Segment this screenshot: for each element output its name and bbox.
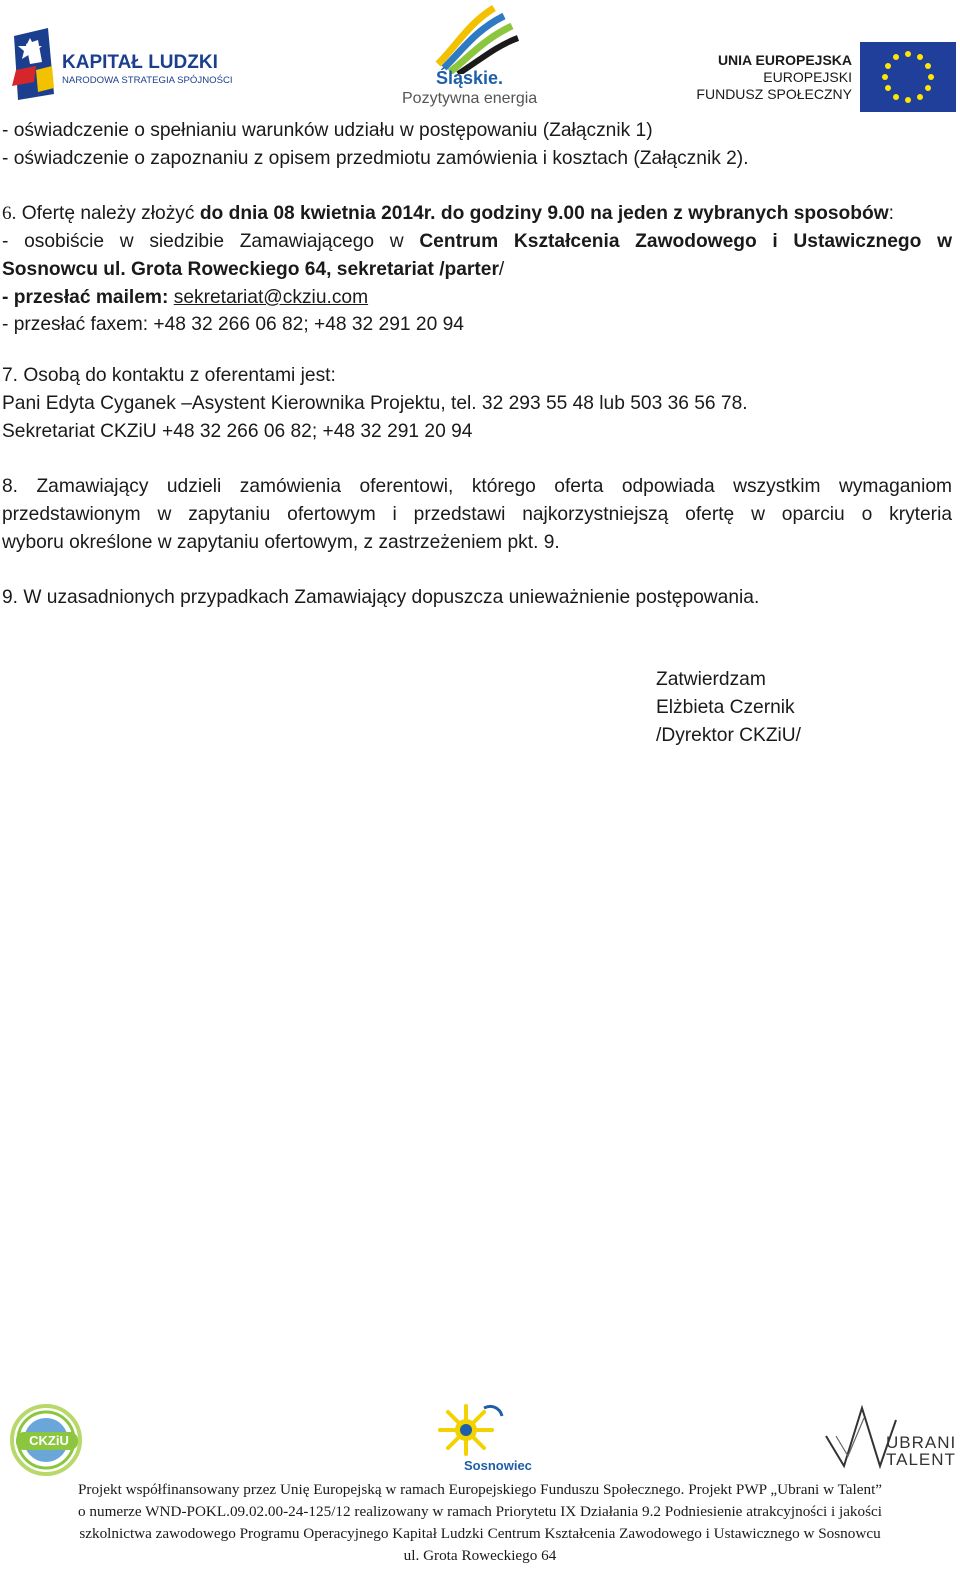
section-7-secretariat-phones: +48 32 266 06 82; +48 32 291 20 94 <box>161 421 473 442</box>
section-8-line-3: wyboru określone w zapytaniu ofertowym, z zastrzeżeniem pkt. 9. <box>2 532 560 553</box>
section-7-secretariat-label: Sekretariat CKZiU <box>2 421 162 442</box>
slaskie-logo <box>398 4 548 110</box>
ckziu-logo <box>2 1404 94 1476</box>
section-6-colon: : <box>888 203 894 224</box>
slaskie-waves-icon <box>398 4 548 74</box>
section-6-personal-lead: - osobiście w siedzibie Zamawiającego w <box>2 231 420 252</box>
ubrani-logo-line1: UBRANI <box>886 1433 957 1452</box>
eu-line2: EUROPEJSKI <box>763 69 852 85</box>
section-7-secretariat <box>2 418 952 446</box>
section-6-number: 6. <box>2 203 17 224</box>
footer-line-3: szkolnictwa zawodowego Programu Operacyjnego Kapitał Ludzki Centrum Kształcenia Zawodowego i Ustawicznego w Sosnowcu <box>79 1525 881 1542</box>
ckziu-logo-text: CKZiU <box>29 1433 69 1448</box>
footer-line-4: ul. Grota Roweckiego 64 <box>403 1547 557 1564</box>
section-7-person: Pani Edyta Cyganek –Asystent Kierownika Projektu, tel. 32 293 55 48 lub 503 36 56 78. <box>2 393 748 414</box>
sosnowiec-logo <box>426 1402 530 1476</box>
section-8-line-2: przedstawionym w zapytaniu ofertowym i przedstawi najkorzystniejszą ofertę w oparciu o kryteria <box>2 504 952 525</box>
section-6-email-label: - przesłać mailem: <box>2 287 169 308</box>
section-6-personal-place: Centrum Kształcenia Zawodowego i Ustawicznego w <box>419 231 952 252</box>
eu-logo <box>696 42 956 112</box>
eu-flag-icon <box>860 42 956 112</box>
section-6-address: Sosnowcu ul. Grota Roweckiego 64, sekretariat /parter <box>2 259 499 280</box>
footer-line-2: o numerze WND-POKL.09.02.00-24-125/12 realizowany w ramach Priorytetu IX Działania 9.2 Podniesienie atrakcyjności i jakości <box>77 1503 882 1520</box>
signature-name: Elżbieta Czernik <box>656 697 795 718</box>
section-9: 9. W uzasadnionych przypadkach Zamawiający dopuszcza unieważnienie postępowania. <box>2 587 760 608</box>
section-6-fax-label: - przesłać faxem: <box>2 314 154 335</box>
section-6-address-line <box>2 256 952 284</box>
email-link[interactable]: sekretariat@ckziu.com <box>173 287 369 308</box>
attachment-2: - oświadczenie o zapoznaniu z opisem przedmiotu zamówienia i kosztach (Załącznik 2). <box>2 148 749 169</box>
section-6-email-line <box>2 284 952 312</box>
section-7-heading: 7. Osobą do kontaktu z oferentami jest: <box>2 365 336 386</box>
sosnowiec-sun-icon <box>426 1402 530 1458</box>
attachment-1: - oświadczenie o spełnianiu warunków udziału w postępowaniu (Załącznik 1) <box>2 120 653 141</box>
slaskie-subtitle: Pozytywna energia <box>402 90 538 107</box>
ubrani-logo-line2: TALENT <box>886 1450 956 1469</box>
section-6-deadline <box>2 200 952 228</box>
sosnowiec-logo-text: Sosnowiec <box>464 1458 532 1473</box>
section-6-address-end: / <box>498 259 505 280</box>
section-6-fax-line <box>2 311 952 339</box>
eu-line1: UNIA EUROPEJSKA <box>717 52 852 68</box>
footer-line-1: Projekt współfinansowany przez Unię Europejską w ramach Europejskiego Funduszu Społecznego. Projekt PWP „Ubrani w Talent” <box>77 1481 883 1498</box>
section-6-fax: +48 32 266 06 82; +48 32 291 20 94 <box>153 314 464 335</box>
eu-line3: FUNDUSZ SPOŁECZNY <box>696 86 852 102</box>
kapital-ludzki-logo <box>8 26 233 106</box>
slaskie-title: Śląskie. <box>436 68 504 88</box>
ubrani-w-talent-logo <box>822 1400 957 1472</box>
section-6-personal <box>2 228 952 256</box>
kapital-ludzki-subtitle: NARODOWA STRATEGIA SPÓJNOŚCI <box>62 75 233 86</box>
kapital-ludzki-title: KAPITAŁ LUDZKI <box>62 52 218 73</box>
signature-role: /Dyrektor CKZiU/ <box>656 725 801 746</box>
section-6-deadline-text: do dnia 08 kwietnia 2014r. do godziny 9.00 na jeden z wybranych sposobów <box>199 203 889 224</box>
section-8-line-1: 8. Zamawiający udzieli zamówienia oferentowi, którego oferta odpowiada wszystkim wymaganiom <box>2 476 952 497</box>
signature-approval: Zatwierdzam <box>656 669 766 690</box>
section-6-lead: Ofertę należy złożyć <box>21 203 200 224</box>
